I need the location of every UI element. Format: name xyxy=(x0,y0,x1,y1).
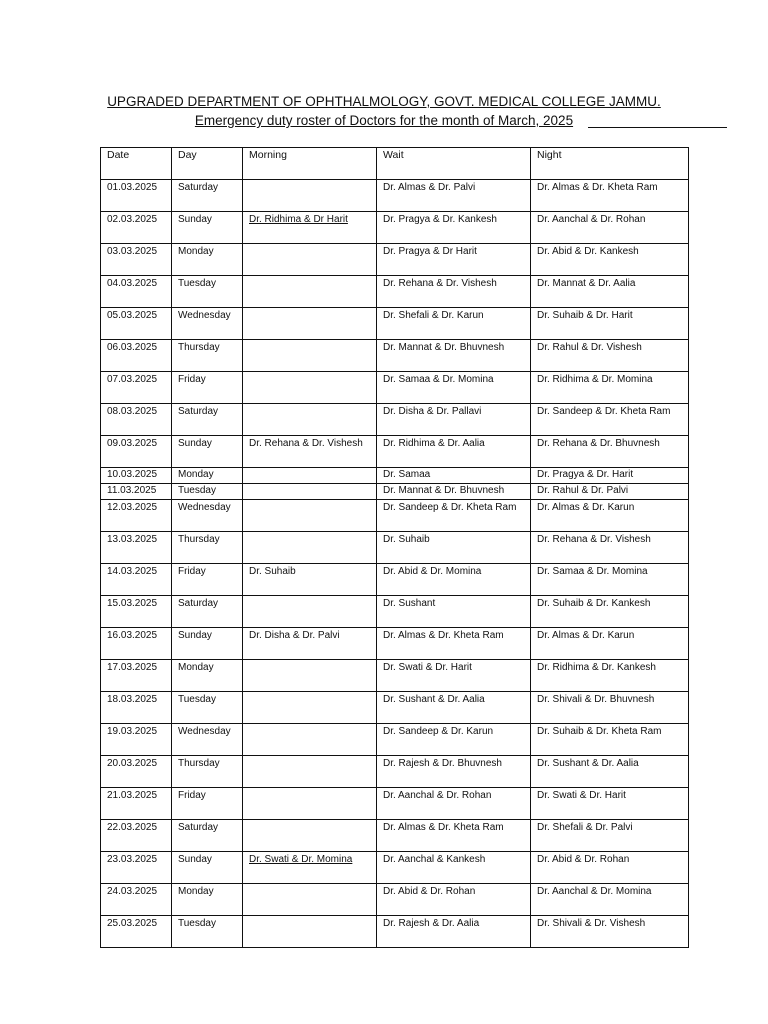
wait-cell: Dr. Ridhima & Dr. Aalia xyxy=(377,436,531,468)
morning-cell xyxy=(243,756,377,788)
date-cell: 09.03.2025 xyxy=(101,436,172,468)
night-cell: Dr. Abid & Dr. Rohan xyxy=(531,852,689,884)
header-row xyxy=(101,148,689,180)
date-cell: 24.03.2025 xyxy=(101,884,172,916)
date-cell: 19.03.2025 xyxy=(101,724,172,756)
wait-cell: Dr. Almas & Dr. Palvi xyxy=(377,180,531,212)
day-cell: Monday xyxy=(172,244,243,276)
date-cell: 16.03.2025 xyxy=(101,628,172,660)
date-cell: 05.03.2025 xyxy=(101,308,172,340)
table-row xyxy=(101,756,689,788)
day-cell: Friday xyxy=(172,372,243,404)
morning-cell xyxy=(243,180,377,212)
morning-cell xyxy=(243,820,377,852)
night-cell: Dr. Rahul & Dr. Palvi xyxy=(531,484,689,500)
wait-cell: Dr. Disha & Dr. Pallavi xyxy=(377,404,531,436)
wait-cell: Dr. Rajesh & Dr. Bhuvnesh xyxy=(377,756,531,788)
table-row xyxy=(101,692,689,724)
wait-cell: Dr. Aanchal & Kankesh xyxy=(377,852,531,884)
night-cell: Dr. Sandeep & Dr. Kheta Ram xyxy=(531,404,689,436)
table-row xyxy=(101,660,689,692)
night-cell: Dr. Rehana & Dr. Vishesh xyxy=(531,532,689,564)
table-row xyxy=(101,564,689,596)
morning-cell xyxy=(243,916,377,948)
header-morning: Morning xyxy=(243,148,377,180)
date-cell: 25.03.2025 xyxy=(101,916,172,948)
night-cell: Dr. Rehana & Dr. Bhuvnesh xyxy=(531,436,689,468)
night-cell: Dr. Suhaib & Dr. Harit xyxy=(531,308,689,340)
morning-cell xyxy=(243,884,377,916)
day-cell: Wednesday xyxy=(172,724,243,756)
day-cell: Friday xyxy=(172,564,243,596)
morning-cell xyxy=(243,244,377,276)
night-cell: Dr. Shivali & Dr. Bhuvnesh xyxy=(531,692,689,724)
wait-cell: Dr. Shefali & Dr. Karun xyxy=(377,308,531,340)
wait-cell: Dr. Mannat & Dr. Bhuvnesh xyxy=(377,484,531,500)
roster-body xyxy=(101,180,689,948)
table-row xyxy=(101,484,689,500)
morning-cell xyxy=(243,596,377,628)
day-cell: Saturday xyxy=(172,596,243,628)
date-cell: 15.03.2025 xyxy=(101,596,172,628)
morning-cell xyxy=(243,532,377,564)
table-row xyxy=(101,532,689,564)
wait-cell: Dr. Sandeep & Dr. Kheta Ram xyxy=(377,500,531,532)
night-cell: Dr. Mannat & Dr. Aalia xyxy=(531,276,689,308)
date-cell: 12.03.2025 xyxy=(101,500,172,532)
wait-cell: Dr. Sandeep & Dr. Karun xyxy=(377,724,531,756)
morning-cell xyxy=(243,692,377,724)
table-row xyxy=(101,244,689,276)
date-cell: 17.03.2025 xyxy=(101,660,172,692)
day-cell: Monday xyxy=(172,468,243,484)
day-cell: Sunday xyxy=(172,436,243,468)
morning-cell: Dr. Rehana & Dr. Vishesh xyxy=(243,436,377,468)
wait-cell: Dr. Rehana & Dr. Vishesh xyxy=(377,276,531,308)
morning-cell xyxy=(243,372,377,404)
table-row xyxy=(101,724,689,756)
table-row xyxy=(101,916,689,948)
table-row xyxy=(101,788,689,820)
wait-cell: Dr. Almas & Dr. Kheta Ram xyxy=(377,820,531,852)
duty-roster-table xyxy=(100,147,689,948)
day-cell: Monday xyxy=(172,660,243,692)
date-cell: 22.03.2025 xyxy=(101,820,172,852)
date-cell: 13.03.2025 xyxy=(101,532,172,564)
header-date: Date xyxy=(101,148,172,180)
night-cell: Dr. Almas & Dr. Karun xyxy=(531,628,689,660)
day-cell: Saturday xyxy=(172,820,243,852)
date-cell: 02.03.2025 xyxy=(101,212,172,244)
date-cell: 04.03.2025 xyxy=(101,276,172,308)
table-row xyxy=(101,212,689,244)
table-row xyxy=(101,596,689,628)
date-cell: 10.03.2025 xyxy=(101,468,172,484)
date-cell: 11.03.2025 xyxy=(101,484,172,500)
wait-cell: Dr. Pragya & Dr Harit xyxy=(377,244,531,276)
day-cell: Tuesday xyxy=(172,916,243,948)
morning-cell xyxy=(243,788,377,820)
night-cell: Dr. Ridhima & Dr. Momina xyxy=(531,372,689,404)
wait-cell: Dr. Swati & Dr. Harit xyxy=(377,660,531,692)
wait-cell: Dr. Almas & Dr. Kheta Ram xyxy=(377,628,531,660)
wait-cell: Dr. Pragya & Dr. Kankesh xyxy=(377,212,531,244)
night-cell: Dr. Sushant & Dr. Aalia xyxy=(531,756,689,788)
date-cell: 14.03.2025 xyxy=(101,564,172,596)
date-cell: 03.03.2025 xyxy=(101,244,172,276)
night-cell: Dr. Abid & Dr. Kankesh xyxy=(531,244,689,276)
table-row xyxy=(101,820,689,852)
morning-cell: Dr. Suhaib xyxy=(243,564,377,596)
morning-cell xyxy=(243,484,377,500)
wait-cell: Dr. Sushant xyxy=(377,596,531,628)
day-cell: Tuesday xyxy=(172,276,243,308)
table-row xyxy=(101,276,689,308)
header-day: Day xyxy=(172,148,243,180)
morning-cell xyxy=(243,500,377,532)
night-cell: Dr. Rahul & Dr. Vishesh xyxy=(531,340,689,372)
date-cell: 21.03.2025 xyxy=(101,788,172,820)
night-cell: Dr. Aanchal & Dr. Rohan xyxy=(531,212,689,244)
morning-cell: Dr. Ridhima & Dr Harit xyxy=(243,212,377,244)
date-cell: 08.03.2025 xyxy=(101,404,172,436)
morning-cell xyxy=(243,308,377,340)
day-cell: Friday xyxy=(172,788,243,820)
morning-cell xyxy=(243,276,377,308)
night-cell: Dr. Samaa & Dr. Momina xyxy=(531,564,689,596)
wait-cell: Dr. Abid & Dr. Momina xyxy=(377,564,531,596)
night-cell: Dr. Suhaib & Dr. Kheta Ram xyxy=(531,724,689,756)
day-cell: Sunday xyxy=(172,212,243,244)
night-cell: Dr. Suhaib & Dr. Kankesh xyxy=(531,596,689,628)
day-cell: Thursday xyxy=(172,340,243,372)
night-cell: Dr. Ridhima & Dr. Kankesh xyxy=(531,660,689,692)
morning-cell xyxy=(243,660,377,692)
morning-cell xyxy=(243,404,377,436)
night-cell: Dr. Aanchal & Dr. Momina xyxy=(531,884,689,916)
morning-cell xyxy=(243,468,377,484)
header-wait: Wait xyxy=(377,148,531,180)
day-cell: Saturday xyxy=(172,180,243,212)
date-cell: 06.03.2025 xyxy=(101,340,172,372)
night-cell: Dr. Almas & Dr. Karun xyxy=(531,500,689,532)
night-cell: Dr. Shefali & Dr. Palvi xyxy=(531,820,689,852)
wait-cell: Dr. Sushant & Dr. Aalia xyxy=(377,692,531,724)
table-row xyxy=(101,500,689,532)
wait-cell: Dr. Samaa xyxy=(377,468,531,484)
table-row xyxy=(101,180,689,212)
table-row xyxy=(101,852,689,884)
day-cell: Thursday xyxy=(172,756,243,788)
day-cell: Saturday xyxy=(172,404,243,436)
wait-cell: Dr. Suhaib xyxy=(377,532,531,564)
title-underline-extension xyxy=(588,127,727,128)
night-cell: Dr. Pragya & Dr. Harit xyxy=(531,468,689,484)
wait-cell: Dr. Aanchal & Dr. Rohan xyxy=(377,788,531,820)
day-cell: Wednesday xyxy=(172,500,243,532)
table-row xyxy=(101,372,689,404)
table-row xyxy=(101,436,689,468)
night-cell: Dr. Almas & Dr. Kheta Ram xyxy=(531,180,689,212)
roster-title: Emergency duty roster of Doctors for the month of March, 2025 xyxy=(194,113,574,128)
date-cell: 23.03.2025 xyxy=(101,852,172,884)
date-cell: 01.03.2025 xyxy=(101,180,172,212)
day-cell: Tuesday xyxy=(172,692,243,724)
morning-cell xyxy=(243,724,377,756)
night-cell: Dr. Swati & Dr. Harit xyxy=(531,788,689,820)
table-row xyxy=(101,884,689,916)
table-row xyxy=(101,308,689,340)
day-cell: Tuesday xyxy=(172,484,243,500)
wait-cell: Dr. Abid & Dr. Rohan xyxy=(377,884,531,916)
day-cell: Monday xyxy=(172,884,243,916)
table-row xyxy=(101,628,689,660)
morning-cell xyxy=(243,340,377,372)
day-cell: Sunday xyxy=(172,852,243,884)
day-cell: Wednesday xyxy=(172,308,243,340)
wait-cell: Dr. Samaa & Dr. Momina xyxy=(377,372,531,404)
morning-cell: Dr. Disha & Dr. Palvi xyxy=(243,628,377,660)
header-night: Night xyxy=(531,148,689,180)
document-heading xyxy=(0,92,768,130)
wait-cell: Dr. Rajesh & Dr. Aalia xyxy=(377,916,531,948)
night-cell: Dr. Shivali & Dr. Vishesh xyxy=(531,916,689,948)
day-cell: Thursday xyxy=(172,532,243,564)
wait-cell: Dr. Mannat & Dr. Bhuvnesh xyxy=(377,340,531,372)
table-row xyxy=(101,404,689,436)
date-cell: 20.03.2025 xyxy=(101,756,172,788)
department-title: UPGRADED DEPARTMENT OF OPHTHALMOLOGY, GOVT. MEDICAL COLLEGE JAMMU. xyxy=(107,94,661,109)
morning-cell: Dr. Swati & Dr. Momina xyxy=(243,852,377,884)
date-cell: 07.03.2025 xyxy=(101,372,172,404)
table-row xyxy=(101,340,689,372)
day-cell: Sunday xyxy=(172,628,243,660)
date-cell: 18.03.2025 xyxy=(101,692,172,724)
table-row xyxy=(101,468,689,484)
